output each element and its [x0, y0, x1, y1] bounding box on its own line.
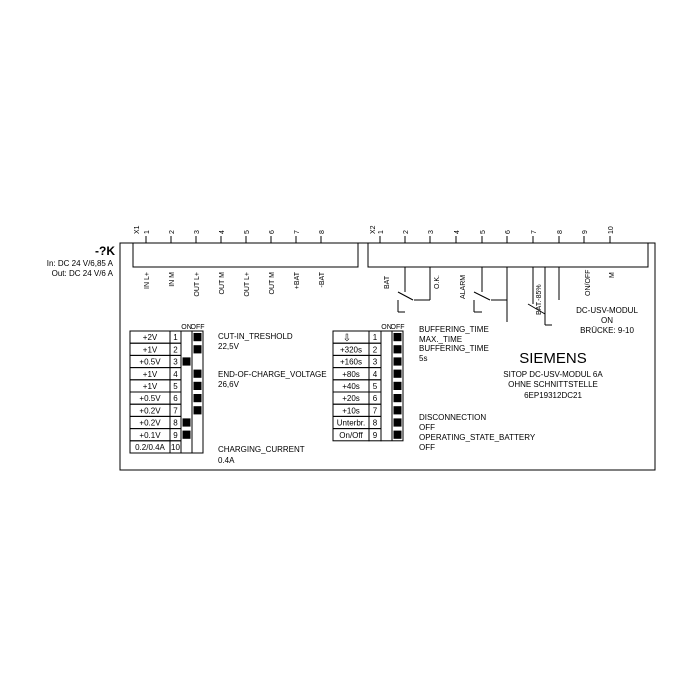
switch-number-label: 7 [173, 406, 178, 416]
switch-number-label: 6 [372, 394, 378, 404]
switch-value-label: Unterbr. [336, 418, 366, 428]
switch-lever-off [194, 394, 202, 402]
charging-current-value: 0.4A [218, 456, 235, 465]
buffering-time-title-2: BUFFERING_TIME [419, 344, 489, 353]
terminal-x1-name: X1 [134, 225, 141, 234]
switch-lever-off [394, 357, 402, 365]
terminal-x1-number: 8 [319, 230, 326, 234]
order-number: 6EP19312DC21 [524, 391, 582, 400]
switch-on-label: ON [381, 324, 392, 331]
module-note-line1: DC-USV-MODUL [576, 306, 638, 315]
switch-number-label: 3 [372, 357, 378, 367]
switch-number-label: 6 [173, 394, 178, 404]
terminal-x1-number: 7 [294, 230, 301, 234]
terminal-x1-signal: IN M [169, 272, 176, 287]
terminal-x1-signal: OUT L+ [244, 272, 251, 297]
switch-value-label: +320s [339, 345, 363, 355]
cut-in-threshold-value: 22,5V [218, 342, 239, 351]
switch-lever-on [183, 418, 191, 426]
switch-number-label: 2 [173, 345, 178, 355]
buffering-time-value: MAX._TIME [419, 335, 463, 344]
module-note-line3: BRÜCKE: 9-10 [580, 326, 634, 335]
terminal-x1-signal: OUT M [219, 272, 226, 295]
x2-signal-onoff: ON/OFF [585, 269, 592, 296]
terminal-x1-number: 6 [269, 230, 276, 234]
switch-lever-off [194, 345, 202, 353]
terminal-x1-signal: OUT M [269, 272, 276, 295]
switch-lever-off [394, 382, 402, 390]
switch-number-label: 8 [372, 418, 378, 428]
buffering-time-title: BUFFERING_TIME [419, 325, 489, 334]
product-line1: SITOP DC-USV-MODUL 6A [503, 370, 603, 379]
switch-value-label: +0.5V [139, 357, 161, 367]
end-of-charge-value: 26,6V [218, 380, 239, 389]
switch-value-label: +40s [342, 382, 360, 391]
terminal-x2-name: X2 [370, 225, 377, 234]
terminal-x1-signal: +BAT [294, 272, 301, 290]
switch-number-label: 4 [173, 369, 178, 379]
terminal-x1-number: 3 [194, 230, 201, 234]
switch-lever-off [394, 345, 402, 353]
relay-contact-bat85 [528, 267, 559, 325]
operating-state-value: OFF [419, 443, 435, 452]
terminal-x2-number: 1 [378, 230, 385, 234]
switch-on-label: ON [181, 324, 192, 331]
switch-value-label: +0.2V [139, 406, 161, 416]
terminal-x1-number: 2 [169, 230, 176, 234]
terminal-x2-number: 7 [531, 230, 538, 234]
terminal-x2-ticks [380, 236, 610, 243]
terminal-x2-number: 6 [505, 230, 512, 234]
buffering-time-value-2: 5s [419, 354, 428, 363]
siemens-brand: SIEMENS [519, 350, 587, 367]
switch-value-label: +1V [142, 345, 158, 355]
switch-lever-off [394, 418, 402, 426]
relay-contact-alarm [474, 267, 507, 322]
switch-lever-off [194, 333, 202, 341]
switch-number-label: 8 [173, 418, 178, 428]
terminal-x2-number: 9 [582, 230, 589, 234]
switch-number-label: 5 [173, 382, 178, 391]
switch-lever-off [394, 370, 402, 378]
terminal-x1-ticks [146, 236, 321, 243]
disconnection-title: DISCONNECTION [419, 413, 487, 422]
output-rating: Out: DC 24 V/6 A [51, 269, 113, 278]
terminal-strip-x2 [368, 243, 648, 267]
switch-lever-off [194, 406, 202, 414]
switch-number-label: 10 [171, 443, 180, 452]
cut-in-threshold-title: CUT-IN_TRESHOLD [218, 332, 293, 341]
switch-lever-off [394, 394, 402, 402]
terminal-x1-signal: OUT L+ [194, 272, 201, 297]
terminal-x2-number: 3 [428, 230, 435, 234]
down-arrow-icon: ⇩ [342, 333, 352, 345]
dip-switch-bank-left [130, 324, 205, 453]
switch-number-label: 4 [372, 369, 378, 379]
switch-lever-off [194, 370, 202, 378]
terminal-x2-numbers [370, 225, 615, 234]
terminal-x2-number: 5 [480, 230, 487, 234]
switch-lever-off [394, 406, 402, 414]
switch-lever-off [194, 382, 202, 390]
relay-contact-ok [398, 267, 430, 312]
charging-current-title: CHARGING_CURRENT [218, 445, 305, 454]
switch-number-label: 7 [372, 406, 378, 416]
input-rating: In: DC 24 V/6,85 A [46, 259, 113, 268]
terminal-strip-x1 [133, 243, 358, 267]
switch-value-label: +20s [342, 394, 360, 404]
terminal-x1-number: 4 [219, 230, 226, 234]
switch-value-label: +160s [339, 357, 363, 367]
terminal-x1-number: 5 [244, 230, 251, 234]
switch-value-label: +1V [142, 369, 158, 379]
terminal-x2-number: 2 [403, 230, 410, 234]
terminal-x1-signal: IN L+ [144, 272, 151, 289]
switch-lever-on [183, 431, 191, 439]
terminal-x2-number: 4 [454, 230, 461, 234]
dip-switch-bank-right [333, 324, 405, 441]
switch-value-label: +10s [342, 406, 360, 416]
switch-value-label: +1V [142, 382, 158, 391]
x2-signal-ok: O.K. [434, 274, 441, 289]
product-line2: OHNE SCHNITTSTELLE [508, 380, 598, 389]
switch-value-label: On/Off [339, 430, 363, 440]
switch-number-label: 1 [372, 333, 378, 343]
operating-state-title: OPERATING_STATE_BATTERY [419, 433, 536, 442]
disconnection-value: OFF [419, 423, 435, 432]
switch-number-label: 2 [372, 345, 378, 355]
end-of-charge-title: END-OF-CHARGE_VOLTAGE [218, 370, 327, 379]
switch-value-label: 0.2/0.4A [135, 443, 165, 452]
switch-number-label: 1 [173, 333, 178, 343]
switch-value-label: +80s [342, 369, 360, 379]
switch-lever-off [394, 333, 402, 341]
switch-off-label: OFF [190, 324, 205, 331]
switch-value-label: +2V [142, 333, 158, 343]
terminal-x2-number: 10 [608, 226, 615, 234]
switch-lever-on [183, 357, 191, 365]
terminal-x2-number: 8 [557, 230, 564, 234]
terminal-x1-number: 1 [144, 230, 151, 234]
switch-value-label: +0.2V [139, 418, 161, 428]
switch-value-label: +0.1V [139, 430, 161, 440]
switch-number-label: 5 [372, 382, 378, 391]
switch-number-label: 9 [173, 430, 178, 440]
switch-value-label: +0.5V [139, 394, 161, 404]
component-label: -?K [95, 244, 115, 258]
x2-signal-alarm: ALARM [460, 274, 467, 299]
terminal-x1-signals [144, 271, 326, 296]
module-note-line2: ON [601, 316, 613, 325]
x2-signal-m: M [609, 272, 616, 278]
x2-signal-bat85: BAT.-85% [536, 284, 543, 315]
switch-number-label: 9 [372, 430, 378, 440]
switch-lever-off [394, 431, 402, 439]
switch-number-label: 3 [173, 357, 178, 367]
x2-signal-bat: BAT [384, 275, 391, 289]
terminal-x1-signal: -BAT [319, 272, 326, 288]
terminal-x1-numbers [134, 225, 326, 234]
switch-off-label: OFF [390, 324, 405, 331]
